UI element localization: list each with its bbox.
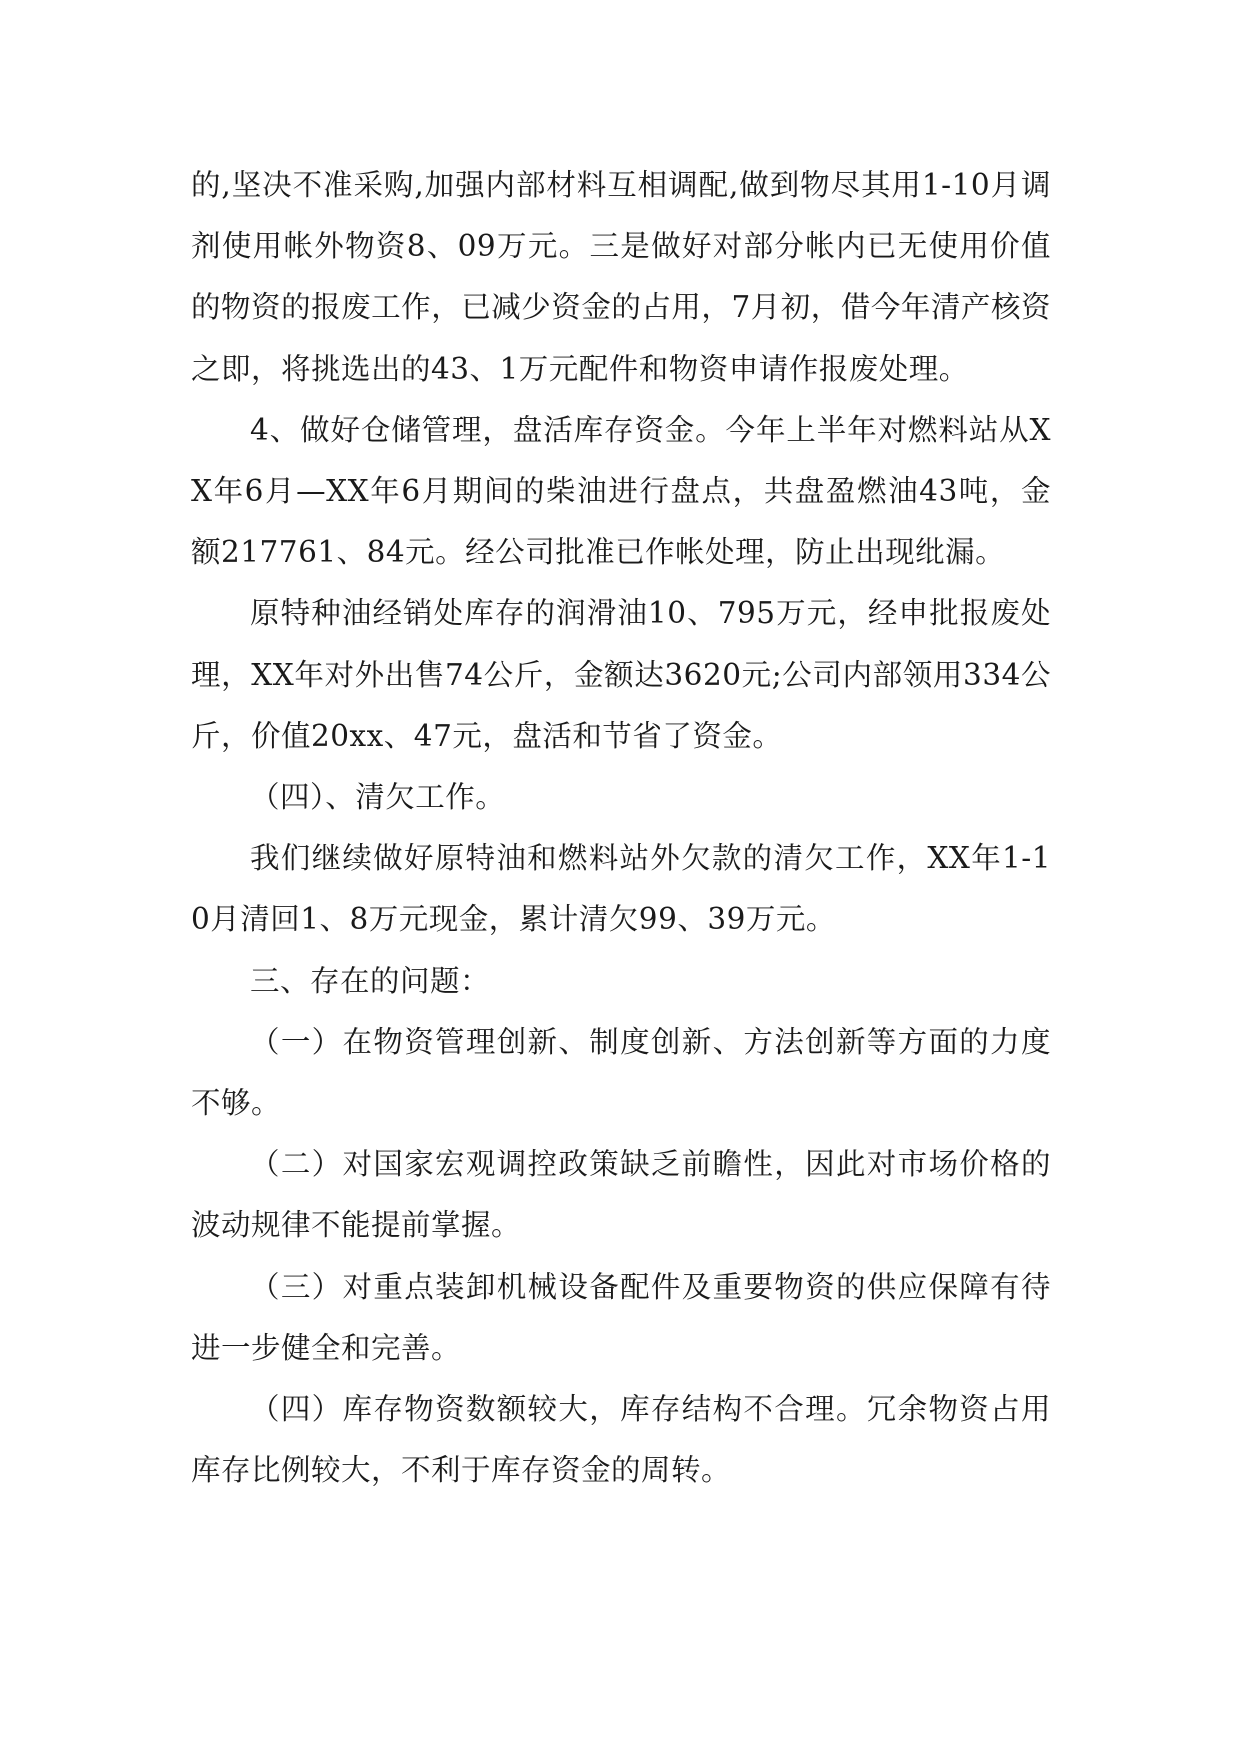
problem-item-2: （二）对国家宏观调控政策缺乏前瞻性，因此对市场价格的波动规律不能提前掌握。 (191, 1147, 1051, 1243)
section-heading-clearing-arrears: （四）、清欠工作。 (250, 780, 506, 815)
document-body (191, 155, 1051, 1501)
paragraph-2: 4、做好仓储管理，盘活库存资金。今年上半年对燃料站从XX年6月—XX年6月期间的柴油进行盘点，共盘盈燃油43吨，金额217761、84元。经公司批准已作帐处理，防止出现纰漏。 (191, 412, 1051, 570)
problem-item-3: （三）对重点装卸机械设备配件及重要物资的供应保障有待进一步健全和完善。 (191, 1269, 1051, 1365)
paragraph-1: 的,坚决不准采购,加强内部材料互相调配,做到物尽其用1-10月调剂使用帐外物资8、09万元。三是做好对部分帐内已无使用价值的物资的报废工作，已减少资金的占用，7月初，借今年清产核资之即，将挑选出的43、1万元配件和物资申请作报废处理。 (191, 168, 1051, 386)
problem-item-1: （一）在物资管理创新、制度创新、方法创新等方面的力度不够。 (191, 1024, 1051, 1121)
section-heading-existing-problems: 三、存在的问题： (250, 963, 491, 998)
paragraph-3: 原特种油经销处库存的润滑油10、795万元，经申批报废处理，XX年对外出售74公斤，金额达3620元;公司内部领用334公斤，价值20xx、47元，盘活和节省了资金。 (191, 596, 1051, 753)
problem-item-4: （四）库存物资数额较大，库存结构不合理。冗余物资占用库存比例较大，不利于库存资金的周转。 (191, 1392, 1051, 1488)
paragraph-5: 我们继续做好原特油和燃料站外欠款的清欠工作，XX年1-10月清回1、8万元现金，累计清欠99、39万元。 (191, 841, 1051, 937)
